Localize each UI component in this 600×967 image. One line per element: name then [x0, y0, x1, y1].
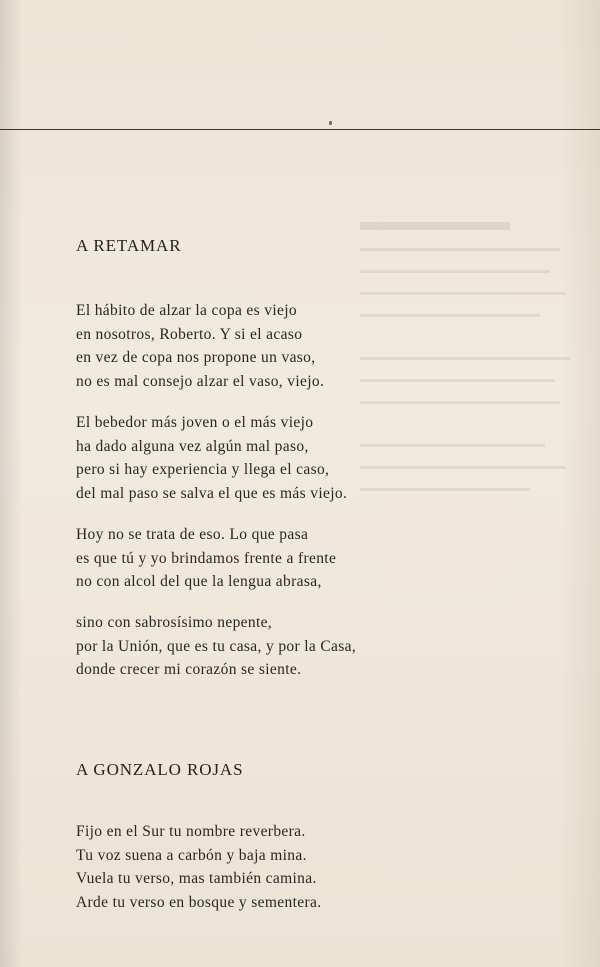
stanza-5 [76, 820, 321, 914]
verse-line: Hoy no se trata de eso. Lo que pasa [76, 526, 309, 543]
paper-speck [329, 121, 332, 125]
verse-line: Vuela tu verso, mas también camina. [76, 870, 317, 887]
verse-line: donde crecer mi corazón se siente. [76, 661, 302, 678]
stanza-4 [76, 611, 356, 682]
show-through-texture [360, 210, 580, 690]
verse-line: sino con sabrosísimo nepente, [76, 614, 273, 631]
verse-line: El hábito de alzar la copa es viejo [76, 302, 297, 319]
verse-line: por la Unión, que es tu casa, y por la Casa, [76, 637, 357, 655]
stanza-1 [76, 299, 324, 393]
verse-line: El bebedor más joven o el más viejo [76, 414, 314, 431]
verse-line: Fijo en el Sur tu nombre reverbera. [76, 823, 306, 840]
verse-line: ha dado alguna vez algún mal paso, [76, 437, 309, 455]
verse-line: pero si hay experiencia y llega el caso, [76, 461, 330, 478]
header-rule [0, 129, 600, 130]
verse-line: del mal paso se salva el que es más viejo. [76, 484, 348, 502]
verse-line: en nosotros, Roberto. Y si el acaso [76, 325, 303, 343]
verse-line: es que tú y yo brindamos frente a frente [76, 549, 337, 567]
stanza-2 [76, 411, 347, 505]
verse-line: Tu voz suena a carbón y baja mina. [76, 846, 307, 864]
verse-line: en vez de copa nos propone un vaso, [76, 349, 316, 366]
verse-line: no es mal consejo alzar el vaso, viejo. [76, 372, 325, 390]
verse-line: Arde tu verso en bosque y sementera. [76, 893, 322, 911]
verse-line: no con alcol del que la lengua abrasa, [76, 573, 322, 590]
poem-title-a-retamar: A RETAMAR [76, 236, 182, 255]
poem-title-a-gonzalo-rojas: A GONZALO ROJAS [76, 760, 244, 779]
stanza-3 [76, 523, 336, 594]
